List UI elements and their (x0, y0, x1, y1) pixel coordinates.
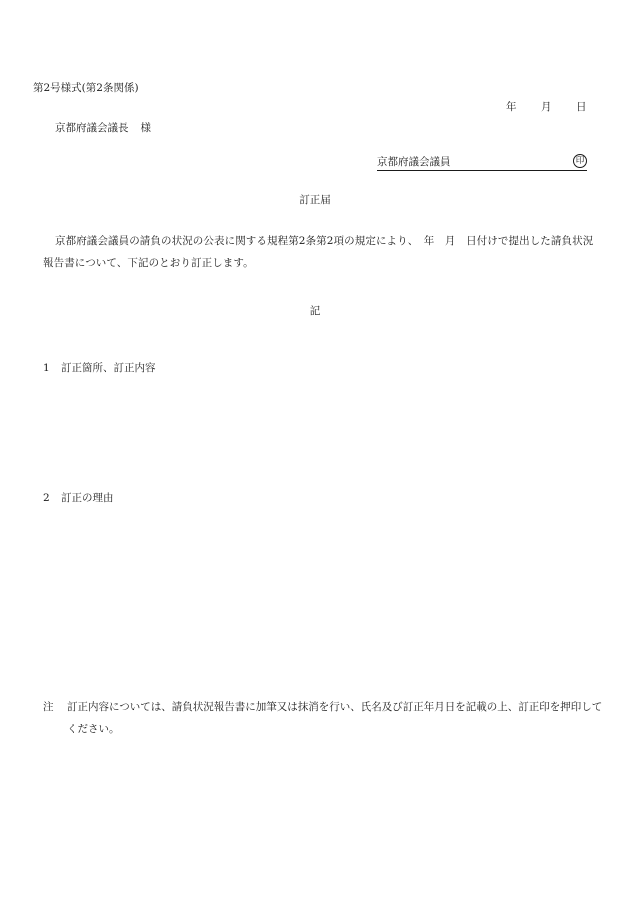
date-year: 年 (506, 101, 517, 113)
date-month: 月 (541, 101, 552, 113)
item-correction-reason (43, 492, 114, 505)
note (43, 696, 609, 740)
ki-heading: 記 (309, 305, 321, 317)
item-number: 1 (43, 362, 50, 374)
addressee-name: 京都府議会議長 (55, 122, 129, 134)
form-number: 第2号様式(第2条関係) (33, 82, 139, 94)
item-label: 訂正箇所、訂正内容 (61, 362, 156, 374)
document-title: 訂正届 (299, 194, 331, 206)
item-number: 2 (43, 492, 50, 504)
addressee (55, 122, 151, 135)
item-correction-details (43, 362, 156, 375)
note-mark: 注 (43, 701, 54, 713)
seal-mark-icon: 印 (573, 154, 587, 168)
member-signature-line (377, 156, 587, 171)
addressee-honorific: 様 (140, 122, 151, 134)
member-label: 京都府議会議員 (377, 156, 451, 168)
note-text: 訂正内容については、請負状況報告書に加筆又は抹消を行い、氏名及び訂正年月日を記載の上、訂正印を押印してください。 (67, 701, 603, 735)
date-day: 日 (576, 101, 587, 113)
item-label: 訂正の理由 (61, 492, 114, 504)
body-paragraph: 京都府議会議員の請負の状況の公表に関する規程第2条第2項の規定により、 年 月 日付けで提出した請負状況報告書について、下記のとおり訂正します。 (43, 235, 594, 269)
body-text (43, 230, 603, 274)
date-line (506, 101, 587, 114)
